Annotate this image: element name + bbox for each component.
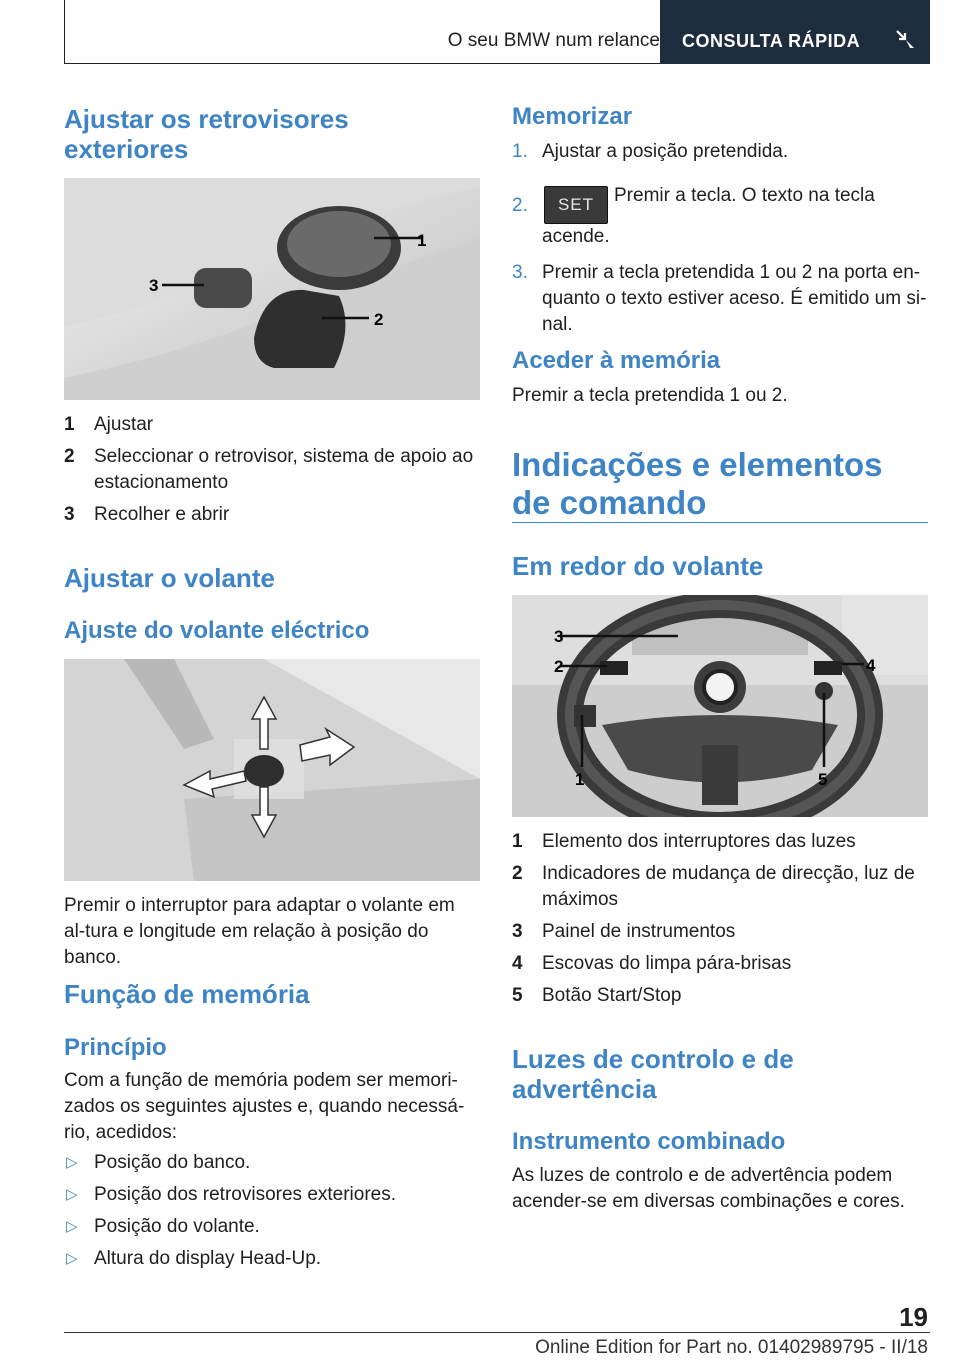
triangle-bullet-icon: ▷: [66, 1186, 78, 1203]
list-item: ▷ Altura do display Head-Up.: [64, 1246, 480, 1272]
footer-rule: [64, 1332, 930, 1333]
footer-edition: Online Edition for Part no. 01402989795 - II/18: [535, 1337, 928, 1358]
memory-title: Função de memória: [64, 979, 310, 1009]
triangle-bullet-icon: ▷: [66, 1154, 78, 1171]
principle-text: Com a função de memória podem ser memori‐zados os seguintes ajustes e, quando necessá‐rio, acedidos:: [64, 1070, 465, 1143]
figure-callout: 4: [866, 656, 876, 675]
list-item: ▷ Posição do banco.: [64, 1150, 480, 1176]
triangle-bullet-icon: ▷: [66, 1218, 78, 1235]
tab-label: CONSULTA RÁPIDA: [682, 31, 861, 51]
list-item: 3 Painel de instrumentos: [512, 921, 736, 942]
memorize-title: Memorizar: [512, 103, 633, 130]
figure-callout: 5: [818, 770, 828, 789]
header-section-title: O seu BMW num relance: [447, 30, 660, 51]
quick-reference-icon: [894, 28, 916, 50]
access-memory-title: Aceder à memória: [512, 347, 721, 374]
figure-callout: 2: [554, 657, 564, 676]
list-item: ▷ Posição dos retrovisores exteriores.: [64, 1182, 480, 1208]
principle-title: Princípio: [64, 1034, 167, 1061]
list-item: 4 Escovas do limpa pára-brisas: [512, 953, 792, 974]
list-item: ▷ Posição do volante.: [64, 1214, 480, 1240]
step-item: 2. SET Premir a tecla. O texto na tecla acende.: [512, 185, 875, 247]
page-number: 19: [899, 1302, 928, 1332]
list-item: 2 Seleccionar o retrovisor, sistema de apoio ao estacionamento: [64, 446, 474, 493]
step-item: 3. Premir a tecla pretendida 1 ou 2 na porta en‐quanto o texto estiver aceso. É emitido um si‐nal.: [512, 262, 927, 335]
cockpit-figure: [512, 595, 928, 817]
figure-callout: 3: [149, 276, 159, 295]
set-key-icon: SET: [544, 186, 608, 224]
mirrors-title: Ajustar os retrovisores exteriores: [64, 104, 349, 164]
list-item: 1 Ajustar: [64, 414, 154, 435]
list-item: 3 Recolher e abrir: [64, 504, 230, 525]
instrument-cluster-text: As luzes de controlo e de advertência podem acender-se em diversas combinações e cores.: [512, 1165, 905, 1212]
list-item: 1 Elemento dos interruptores das luzes: [512, 831, 856, 852]
steering-adjust-figure: [64, 659, 480, 881]
heading-rule: [512, 522, 928, 523]
controls-title: Indicações e elementos de comando: [512, 446, 883, 521]
figure-callout: 3: [554, 627, 564, 646]
step-item: 1. Ajustar a posição pretendida.: [512, 141, 789, 162]
triangle-bullet-icon: ▷: [66, 1250, 78, 1267]
warning-lights-title: Luzes de controlo e de advertência: [512, 1044, 794, 1104]
figure-callout: 1: [417, 231, 427, 250]
figure-callout: 2: [374, 310, 384, 329]
figure-callout: 1: [575, 770, 585, 789]
access-memory-text: Premir a tecla pretendida 1 ou 2.: [512, 385, 788, 406]
list-item: 5 Botão Start/Stop: [512, 985, 682, 1006]
instrument-cluster-title: Instrumento combinado: [512, 1128, 786, 1155]
quick-reference-tab[interactable]: [660, 0, 930, 64]
list-item: 2 Indicadores de mudança de direcção, luz de máximos: [512, 863, 915, 910]
mirror-controls-figure: [64, 178, 480, 400]
wheel-subtitle: Ajuste do volante eléctrico: [64, 617, 370, 644]
wheel-title: Ajustar o volante: [64, 563, 275, 593]
wheel-text: Premir o interruptor para adaptar o volante em al‐tura e longitude em relação à posição do banco.: [64, 895, 455, 968]
around-wheel-title: Em redor do volante: [512, 551, 764, 581]
